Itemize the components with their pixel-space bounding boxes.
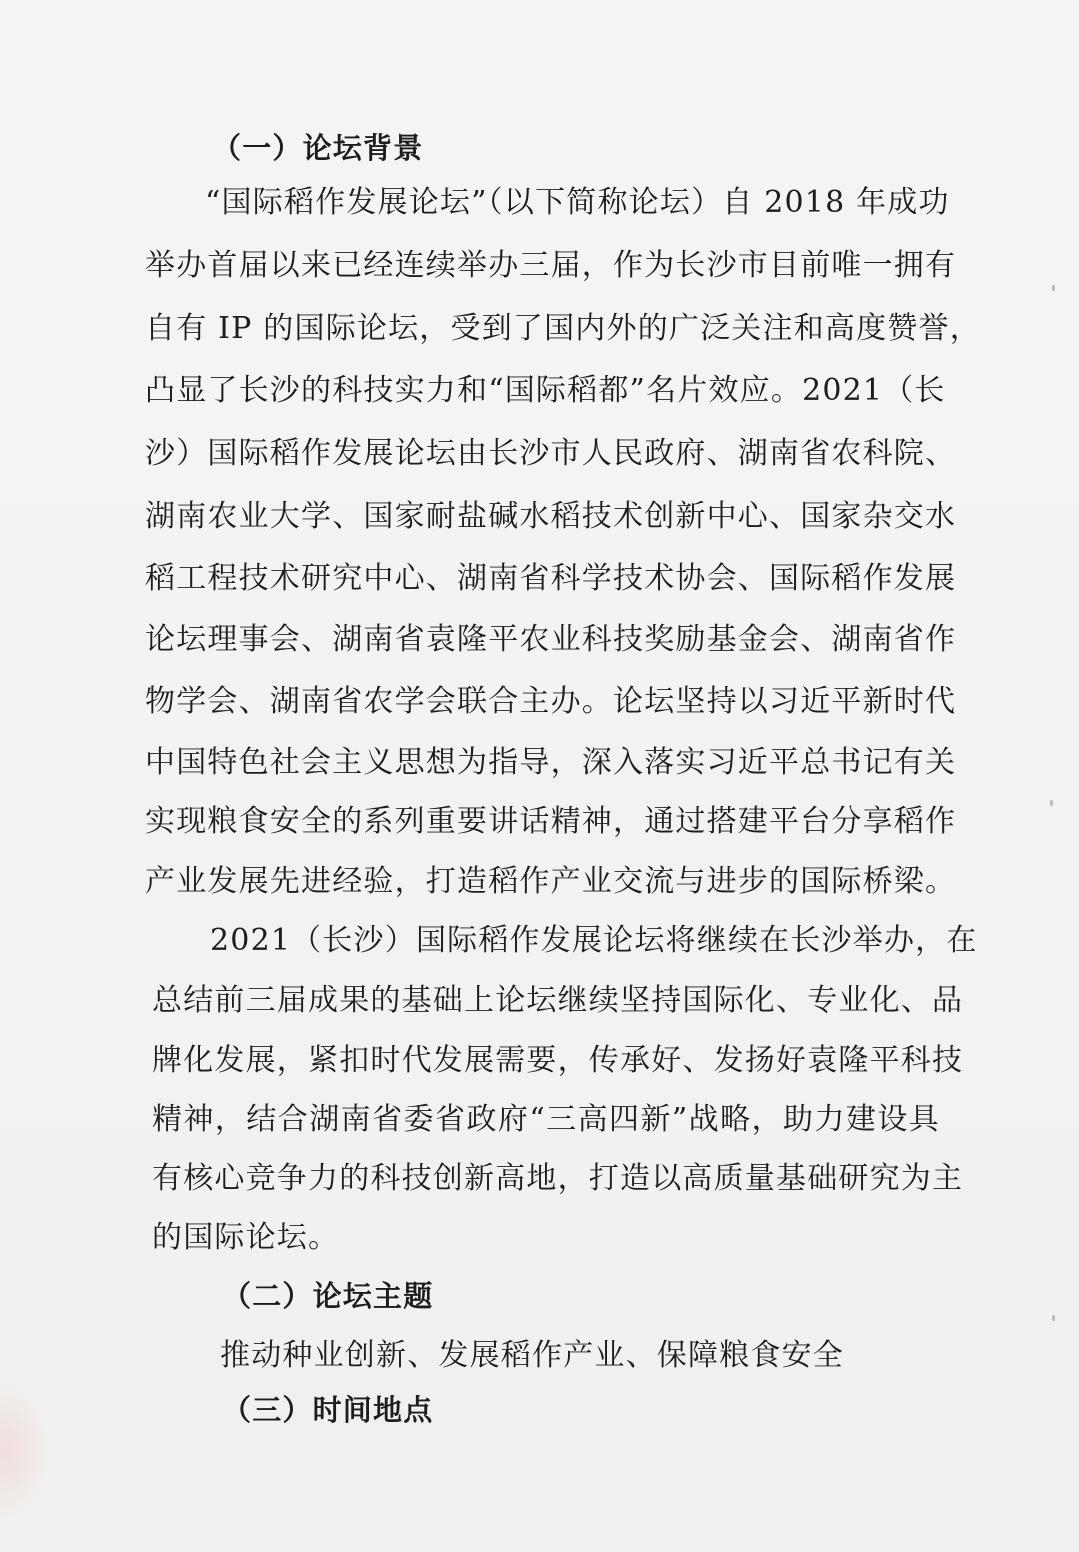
section-1-heading: （一）论坛背景 [212,131,424,165]
paper-speck [1050,800,1053,806]
paper-speck [1052,285,1055,291]
paragraph-line: 稻工程技术研究中心、湖南省科学技术协会、国际稻作发展 [145,561,957,596]
paper-speck [1052,1315,1055,1321]
paper-smudge [0,1380,50,1520]
paragraph-line: 有核心竞争力的科技创新高地，打造以高质量基础研究为主 [152,1161,964,1196]
paragraph-line: 自有 IP 的国际论坛，受到了国内外的广泛关注和高度赞誉， [145,311,981,346]
paragraph-line: 2021（长沙）国际稻作发展论坛将继续在长沙举办，在 [210,923,978,958]
paragraph-line: 举办首届以来已经连续举办三届，作为长沙市目前唯一拥有 [145,248,957,283]
paragraph-line: 论坛理事会、湖南省袁隆平农业科技奖励基金会、湖南省作 [145,622,957,657]
paragraph-line: 沙）国际稻作发展论坛由长沙市人民政府、湖南省农科院、 [145,436,957,471]
section-3-heading: （三）时间地点 [222,1393,434,1427]
paragraph-line: 凸显了长沙的科技实力和“国际稻都”名片效应。2021（长 [145,373,946,408]
section-2-heading: （二）论坛主题 [222,1279,434,1313]
paragraph-line: 物学会、湖南省农学会联合主办。论坛坚持以习近平新时代 [145,684,957,719]
paragraph-line: 产业发展先进经验，打造稻作产业交流与进步的国际桥梁。 [145,864,957,899]
paragraph-line: 湖南农业大学、国家耐盐碱水稻技术创新中心、国家杂交水 [145,499,957,534]
section-2-theme: 推动种业创新、发展稻作产业、保障粮食安全 [220,1338,844,1373]
paragraph-line: 牌化发展，紧扣时代发展需要，传承好、发扬好袁隆平科技 [152,1043,964,1078]
paragraph-line: “国际稻作发展论坛”（以下简称论坛）自 2018 年成功 [205,185,950,220]
paragraph-line: 精神，结合湖南省委省政府“三高四新”战略，助力建设具 [152,1102,940,1137]
paragraph-line: 的国际论坛。 [152,1220,340,1255]
paragraph-line: 实现粮食安全的系列重要讲话精神，通过搭建平台分享稻作 [145,804,957,839]
paragraph-line: 总结前三届成果的基础上论坛继续坚持国际化、专业化、品 [152,983,964,1018]
paragraph-line: 中国特色社会主义思想为指导，深入落实习近平总书记有关 [145,745,957,780]
